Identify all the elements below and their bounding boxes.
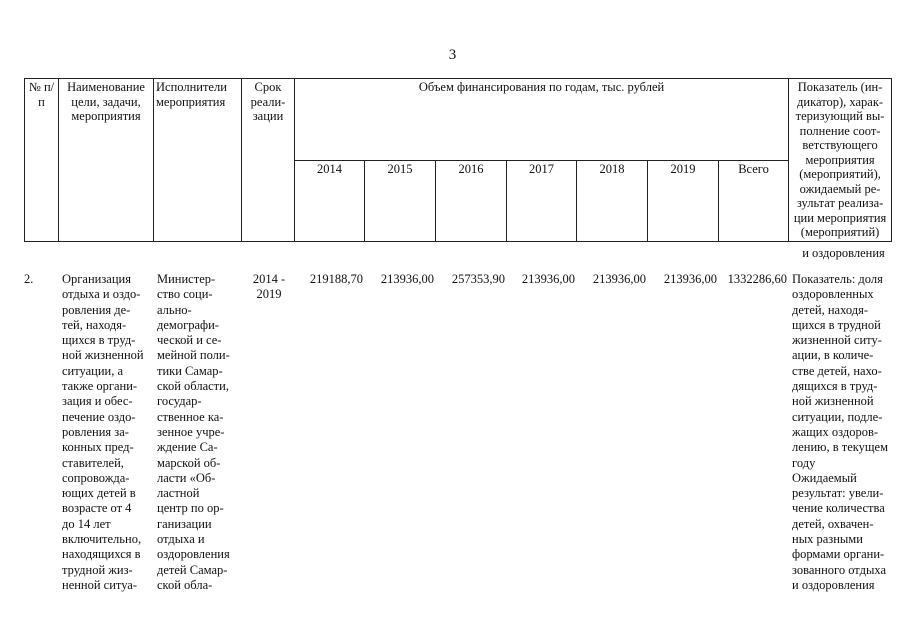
indicator-line: году bbox=[792, 455, 816, 470]
indicator-line: щихся в трудной bbox=[792, 317, 881, 332]
executor-line: детей Самар- bbox=[157, 562, 228, 577]
executor-line: мейной поли- bbox=[157, 348, 230, 363]
header-total: Всего bbox=[719, 160, 789, 242]
value-2014: 219188,70 bbox=[309, 272, 363, 286]
name-line: включительно, bbox=[62, 532, 142, 547]
header-year-2014: 2014 bbox=[295, 160, 365, 242]
header-year-2018: 2018 bbox=[577, 160, 648, 242]
header-financing: Объем финансирования по годам, тыс. рублей bbox=[295, 79, 789, 161]
indicator-line: и оздоровления bbox=[792, 577, 875, 592]
executor-line: ждение Са- bbox=[157, 440, 218, 455]
name-line: Организация bbox=[62, 272, 131, 286]
executor-line: ственное ка- bbox=[157, 409, 224, 424]
indicator-line: ситуации, подле- bbox=[792, 409, 883, 424]
name-line: ровления за- bbox=[62, 424, 129, 439]
name-line: возрасте от 4 bbox=[62, 501, 132, 516]
indicator-line: результат: увели- bbox=[792, 486, 884, 501]
row-indicator bbox=[792, 272, 896, 593]
executor-line: ство соци- bbox=[157, 287, 213, 302]
name-line: ющих детей в bbox=[62, 486, 136, 501]
executor-line: центр по ор- bbox=[157, 501, 224, 516]
executor-line: ально- bbox=[157, 302, 192, 317]
header-indicator: Показатель (ин-дикатор), харак-теризующий вы-полнение соот-ветствующего мероприятия (мероприятий), ожидаемый ре-зультат реализа-ции мероприятия (мероприятий) bbox=[789, 79, 892, 242]
header-year-2015: 2015 bbox=[365, 160, 436, 242]
executor-line: государ- bbox=[157, 394, 202, 409]
executor-line: оздоровления bbox=[157, 547, 230, 562]
row-number: 2. bbox=[24, 272, 34, 286]
indicator-line: ации, в количе- bbox=[792, 348, 874, 363]
header-term: Срок реали-зации bbox=[242, 79, 295, 242]
name-line: ной жизненной bbox=[62, 348, 144, 363]
value-2017: 213936,00 bbox=[521, 272, 575, 286]
name-line: трудной жиз- bbox=[62, 562, 133, 577]
name-line: сопровожда- bbox=[62, 470, 130, 485]
indicator-line: детей, охвачен- bbox=[792, 516, 874, 531]
executor-line: отдыха и bbox=[157, 532, 205, 547]
indicator-line: стве детей, нахо- bbox=[792, 363, 882, 378]
executor-line: ласти «Об- bbox=[157, 470, 216, 485]
indicator-line: Ожидаемый bbox=[792, 470, 857, 485]
name-line: ненной ситуа- bbox=[62, 577, 138, 592]
page-number: 3 bbox=[448, 47, 457, 63]
name-line: до 14 лет bbox=[62, 516, 111, 531]
name-line: находящихся в bbox=[62, 547, 141, 562]
header-no: № п/п bbox=[25, 79, 59, 242]
indicator-continuation: и оздоровления bbox=[802, 246, 885, 260]
executor-line: тики Самар- bbox=[157, 363, 223, 378]
value-2015: 213936,00 bbox=[380, 272, 434, 286]
indicator-line: жащих оздоров- bbox=[792, 424, 879, 439]
name-line: отдыха и оздо- bbox=[62, 287, 141, 302]
executor-line: ческой и се- bbox=[157, 333, 222, 348]
indicator-line: Показатель: доля bbox=[792, 272, 883, 286]
executor-line: Министер- bbox=[157, 272, 216, 286]
value-2016: 257353,90 bbox=[451, 272, 505, 286]
indicator-line: детей, находя- bbox=[792, 302, 869, 317]
header-name: Наименование цели, задачи, мероприятия bbox=[59, 79, 154, 242]
header-year-2017: 2017 bbox=[507, 160, 577, 242]
indicator-line: формами органи- bbox=[792, 547, 885, 562]
name-line: также органи- bbox=[62, 379, 138, 394]
name-line: печение оздо- bbox=[62, 409, 136, 424]
indicator-line: чение количества bbox=[792, 501, 885, 516]
indicator-line: дящихся в труд- bbox=[792, 379, 878, 394]
executor-line: зенное учре- bbox=[157, 424, 225, 439]
executor-line: ской области, bbox=[157, 379, 229, 394]
program-table-header bbox=[24, 78, 892, 242]
name-line: ситуации, а bbox=[62, 363, 124, 378]
value-total: 1332286,60 bbox=[727, 272, 787, 286]
executor-line: марской об- bbox=[157, 455, 221, 470]
row-name bbox=[62, 272, 154, 593]
indicator-line: ных разными bbox=[792, 532, 863, 547]
row-term: 2014 - 2019 bbox=[252, 272, 286, 302]
row-executors bbox=[157, 272, 237, 593]
header-year-2016: 2016 bbox=[436, 160, 507, 242]
indicator-line: лению, в текущем bbox=[792, 440, 889, 455]
executor-line: ластной bbox=[157, 486, 200, 501]
indicator-line: жизненной ситу- bbox=[792, 333, 882, 348]
indicator-line: зованного отдыха bbox=[792, 562, 886, 577]
name-line: конных пред- bbox=[62, 440, 134, 455]
header-year-2019: 2019 bbox=[648, 160, 719, 242]
value-2018: 213936,00 bbox=[592, 272, 646, 286]
indicator-line: оздоровленных bbox=[792, 287, 874, 302]
executor-line: ганизации bbox=[157, 516, 212, 531]
name-line: щихся в труд- bbox=[62, 333, 136, 348]
name-line: тей, находя- bbox=[62, 317, 127, 332]
executor-line: демографи- bbox=[157, 317, 219, 332]
name-line: ставителей, bbox=[62, 455, 124, 470]
indicator-line: ной жизненной bbox=[792, 394, 874, 409]
name-line: ровления де- bbox=[62, 302, 131, 317]
name-line: зация и обес- bbox=[62, 394, 133, 409]
header-executors: Исполнители мероприятия bbox=[154, 79, 242, 242]
value-2019: 213936,00 bbox=[663, 272, 717, 286]
executor-line: ской обла- bbox=[157, 577, 213, 592]
